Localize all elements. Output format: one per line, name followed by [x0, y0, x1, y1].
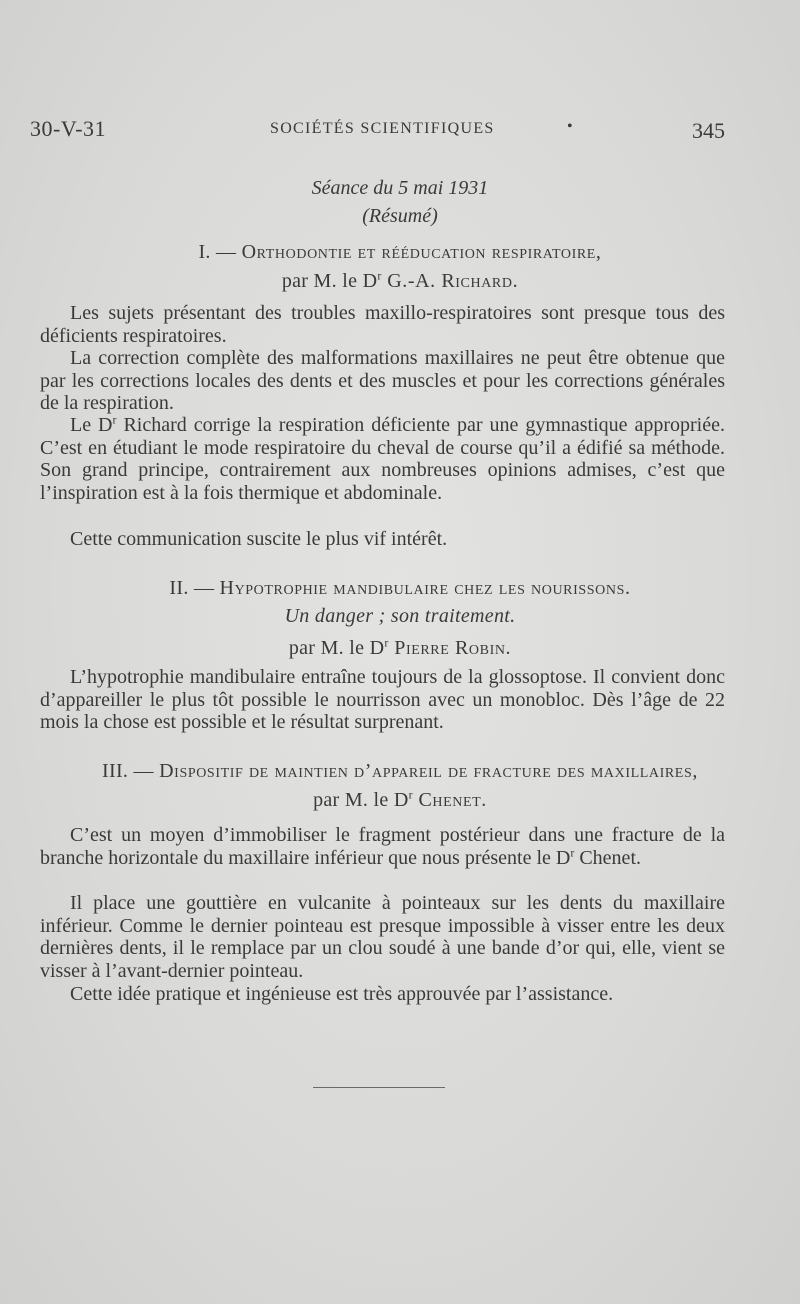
section1-number: I. —: [198, 241, 242, 263]
section3-p1-start: C’est un moyen d’immobiliser le fragment postérieur dans une fracture de la branche horizontale du maxillaire inférieur que nous présente le D: [40, 824, 725, 869]
section3-by: par M. le D: [313, 789, 409, 811]
section1-paragraph-4: Cette communication suscite le plus vif intérêt.: [70, 528, 448, 550]
running-header: [30, 114, 730, 142]
section2-by: par M. le D: [288, 637, 385, 659]
section2-number: II. —: [169, 577, 220, 599]
section2-paragraph-1: L’hypotrophie mandibulaire entraîne toujours de la glossoptose. Il convient donc d’appareiller le plus tôt possible le nourrisson avec un monobloc. Dès l’âge de 22 mois la chose est possible et le résultat surprenant.: [40, 666, 725, 734]
section1-paragraph-2: La correction complète des malformations maxillaires ne peut être obtenue que par les corrections locales des dents et des muscles et pour les corrections générales de la respiration.: [40, 347, 725, 415]
section1-author-name: G.-A. Richard.: [381, 270, 519, 292]
section3-p1-end: Chenet.: [574, 846, 641, 869]
seance-title: Séance du 5 mai 1931: [311, 177, 489, 199]
section3-paragraph-2: Il place une gouttière en vulcanite à pointeaux sur les dents du maxillaire inférieur. Comme le dernier pointeau est presque impossible à visser entre les deux dernières dents, il le remplace par un clou soudé à une bande d’or qui, elle, vient se visser à l’avant-dernier pointeau.: [40, 892, 725, 982]
section3-title: Dispositif de maintien d’appareil de fracture des maxillaires,: [159, 760, 698, 782]
section2-title: Hypotrophie mandibulaire chez les nourissons.: [219, 577, 631, 599]
end-rule: [313, 1087, 445, 1088]
section1-p3-rest: Richard corrige la respiration déficiente par une gymnastique appropriée. C’est en étudiant le mode respiratoire du cheval de course qu’il a édifié sa méthode. Son grand principe, contrairement aux nombreuses opinions admises, c’est que l’inspiration est à la fois thermique et abdominale.: [40, 414, 725, 504]
section3-heading: [0, 760, 800, 783]
page-number: 345: [692, 118, 725, 143]
section2-author-name: Pierre Robin.: [388, 637, 512, 659]
section1-title: Orthodontie et rééducation respiratoire,: [241, 241, 602, 263]
section3-p1-sup: r: [570, 844, 575, 859]
section2-subtitle: Un danger ; son traitement.: [284, 605, 516, 627]
section3-paragraph-3: Cette idée pratique et ingénieuse est très approuvée par l’assistance.: [70, 983, 614, 1005]
section3-author-name: Chenet.: [412, 789, 487, 811]
section1-heading: [0, 241, 800, 264]
section1-by: par M. le D: [281, 270, 378, 292]
section3-by-sup: r: [408, 787, 413, 802]
header-title: SOCIÉTÉS SCIENTIFIQUES: [270, 120, 495, 137]
seance-resume: (Résumé): [362, 205, 438, 227]
header-date: 30-V-31: [30, 116, 107, 141]
section1-paragraph-1: Les sujets présentant des troubles maxillo-respiratoires sont presque tous des déficients respiratoires.: [40, 302, 725, 347]
section1-paragraph-3: [40, 414, 725, 504]
section1-author: [0, 270, 800, 293]
section3-number: III. —: [102, 760, 160, 782]
section2-heading: [0, 577, 800, 600]
section1-by-sup: r: [377, 268, 382, 283]
header-mark: •: [567, 118, 573, 135]
section1-p3-start: Le D: [70, 414, 113, 436]
section1-p3-sup: r: [112, 412, 117, 427]
section2-author: [0, 637, 800, 660]
section3-author: [0, 789, 800, 812]
section2-by-sup: r: [384, 635, 389, 650]
section3-paragraph-1: [40, 824, 725, 869]
